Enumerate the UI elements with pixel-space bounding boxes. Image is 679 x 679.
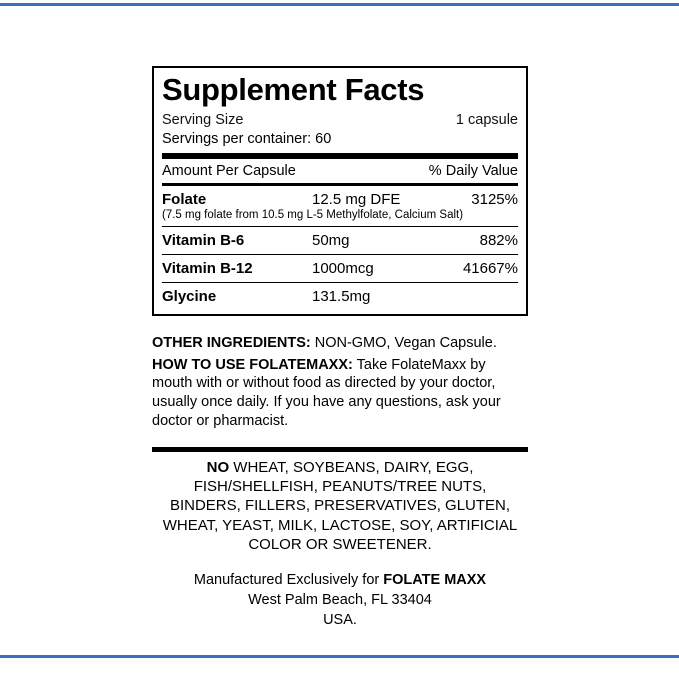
nutrient-row-vitamin-b6 [162,227,518,254]
free-from-line-4: WHEAT, YEAST, MILK, LACTOSE, SOY, ARTIFICIAL [162,516,518,534]
top-border-rule [0,3,679,6]
manufacturer-prefix: Manufactured Exclusively for [193,571,384,588]
free-from-line-5: COLOR OR SWEETENER. [248,535,432,553]
nutrient-name: Vitamin B-6 [162,231,245,249]
nutrient-amount: 12.5 mg DFE [312,190,401,208]
servings-per-container: Servings per container: 60 [162,131,332,148]
nutrient-row-folate [162,186,518,226]
free-from-prefix: NO [206,458,230,476]
manufacturer-country: USA. [323,612,357,629]
free-from-line-3: BINDERS, FILLERS, PRESERVATIVES, GLUTEN, [169,497,511,515]
other-ingredients-label: OTHER INGREDIENTS: [152,335,311,351]
manufacturer-brand: FOLATE MAXX [383,571,487,588]
nutrient-daily-value: 41667% [462,259,518,277]
nutrient-amount: 131.5mg [312,287,371,305]
other-ingredients-line [152,334,528,354]
nutrient-name: Glycine [162,287,217,305]
nutrient-row-glycine [162,283,518,310]
serving-size-row [162,111,518,131]
amount-per-capsule-header: Amount Per Capsule [162,162,296,179]
nutrient-subtext: (7.5 mg folate from 10.5 mg L-5 Methylfolate, Calcium Salt) [162,208,464,221]
panel-title: Supplement Facts [162,72,425,107]
free-from-block [152,458,528,554]
nutrient-daily-value: 882% [479,231,518,249]
how-to-use-label: HOW TO USE FOLATEMAXX: [152,356,353,373]
label-lower-section [152,330,528,631]
manufacturer-address: West Palm Beach, FL 33404 [248,592,432,609]
other-ingredients-value: NON-GMO, Vegan Capsule. [310,335,497,351]
manufacturer-block [152,570,528,631]
section-divider-bar [152,447,528,452]
nutrient-name: Folate [162,190,207,208]
how-to-use-line [152,356,528,431]
column-headers-row [162,159,518,183]
supplement-facts-panel [152,66,528,316]
manufacturer-line-1 [152,570,528,590]
serving-size-label: Serving Size [162,111,244,128]
nutrient-amount: 50mg [312,231,350,249]
nutrient-name: Vitamin B-12 [162,259,253,277]
daily-value-header: % Daily Value [428,162,518,179]
serving-size-value: 1 capsule [455,111,518,128]
nutrient-amount: 1000mcg [312,259,374,277]
free-from-line-2: FISH/SHELLFISH, PEANUTS/TREE NUTS, [193,478,487,496]
how-to-use-value: Take FolateMaxx by mouth with or without food as directed by your doctor, usually once daily. If you have any questions, ask your doctor or pharmacist. [152,356,501,430]
nutrient-row-vitamin-b12 [162,255,518,282]
nutrient-daily-value: 3125% [471,190,518,208]
bottom-border-rule [0,655,679,658]
free-from-line-1: WHEAT, SOYBEANS, DAIRY, EGG, [229,458,474,476]
